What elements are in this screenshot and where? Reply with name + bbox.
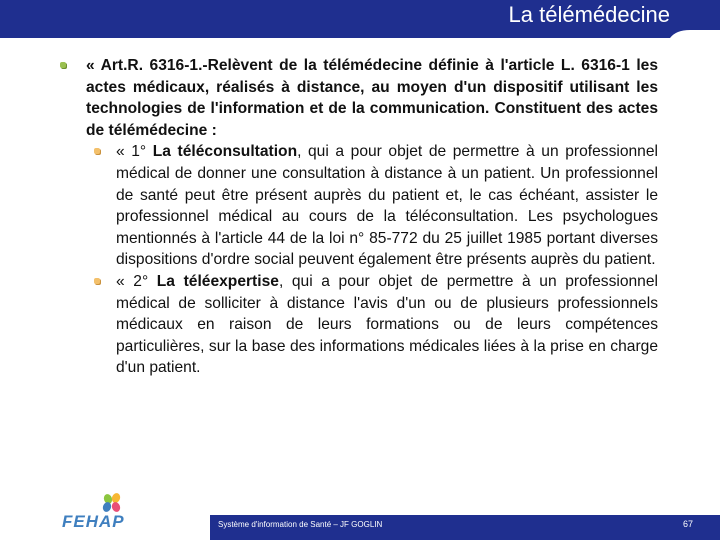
item-text: , qui a pour objet de permettre à un professionnel médical de solliciter à distance l'avis d'un ou de plusieurs professionnels médicaux en raison de leurs formations ou de leurs compétences particulières, sur la base des informations médicales liées à la prise en charge d'un patient.: [116, 272, 658, 377]
item-term: La téléconsultation: [152, 143, 298, 161]
item-text: , qui a pour objet de permettre à un professionnel médical de donner une consultation à distance à un patient. Un professionnel de santé peut être présent auprès du patient et, le cas échéant, assister le professionnel médical au cours de la téléconsultation. Les psychologues mentionnés à l'article 44 de la loi n° 85-772 du 25 juillet 1985 portant diverses dispositions d'ordre social peuvent également être présents auprès du patient.: [116, 143, 658, 269]
paragraph-teleconsultation: [56, 141, 658, 271]
item-term: La téléexpertise: [156, 272, 279, 290]
paragraph-teleexpertise: [56, 271, 658, 379]
footer-text: Système d'information de Santé – JF GOGLIN: [218, 520, 383, 529]
bullet-icon: [94, 148, 100, 154]
paragraph-article: [56, 55, 658, 141]
article-text: « Art.R. 6316-1.-Relèvent de la télémédecine définie à l'article L. 6316-1 les actes médicaux, réalisés à distance, au moyen d'un dispositif utilisant les technologies de l'information et de la communication. Constituent des actes de télémédecine :: [86, 57, 658, 139]
slide-title: La télémédecine: [508, 2, 670, 27]
title-bar: [0, 0, 720, 40]
page-number: 67: [682, 519, 693, 529]
fehap-logo: [62, 492, 132, 536]
logo-text: FEHAP: [62, 512, 125, 531]
item-prefix: « 2°: [116, 272, 157, 290]
bullet-icon: [60, 62, 66, 68]
item-prefix: « 1°: [116, 143, 153, 161]
slide-body: [56, 55, 658, 379]
bullet-icon: [94, 278, 100, 284]
